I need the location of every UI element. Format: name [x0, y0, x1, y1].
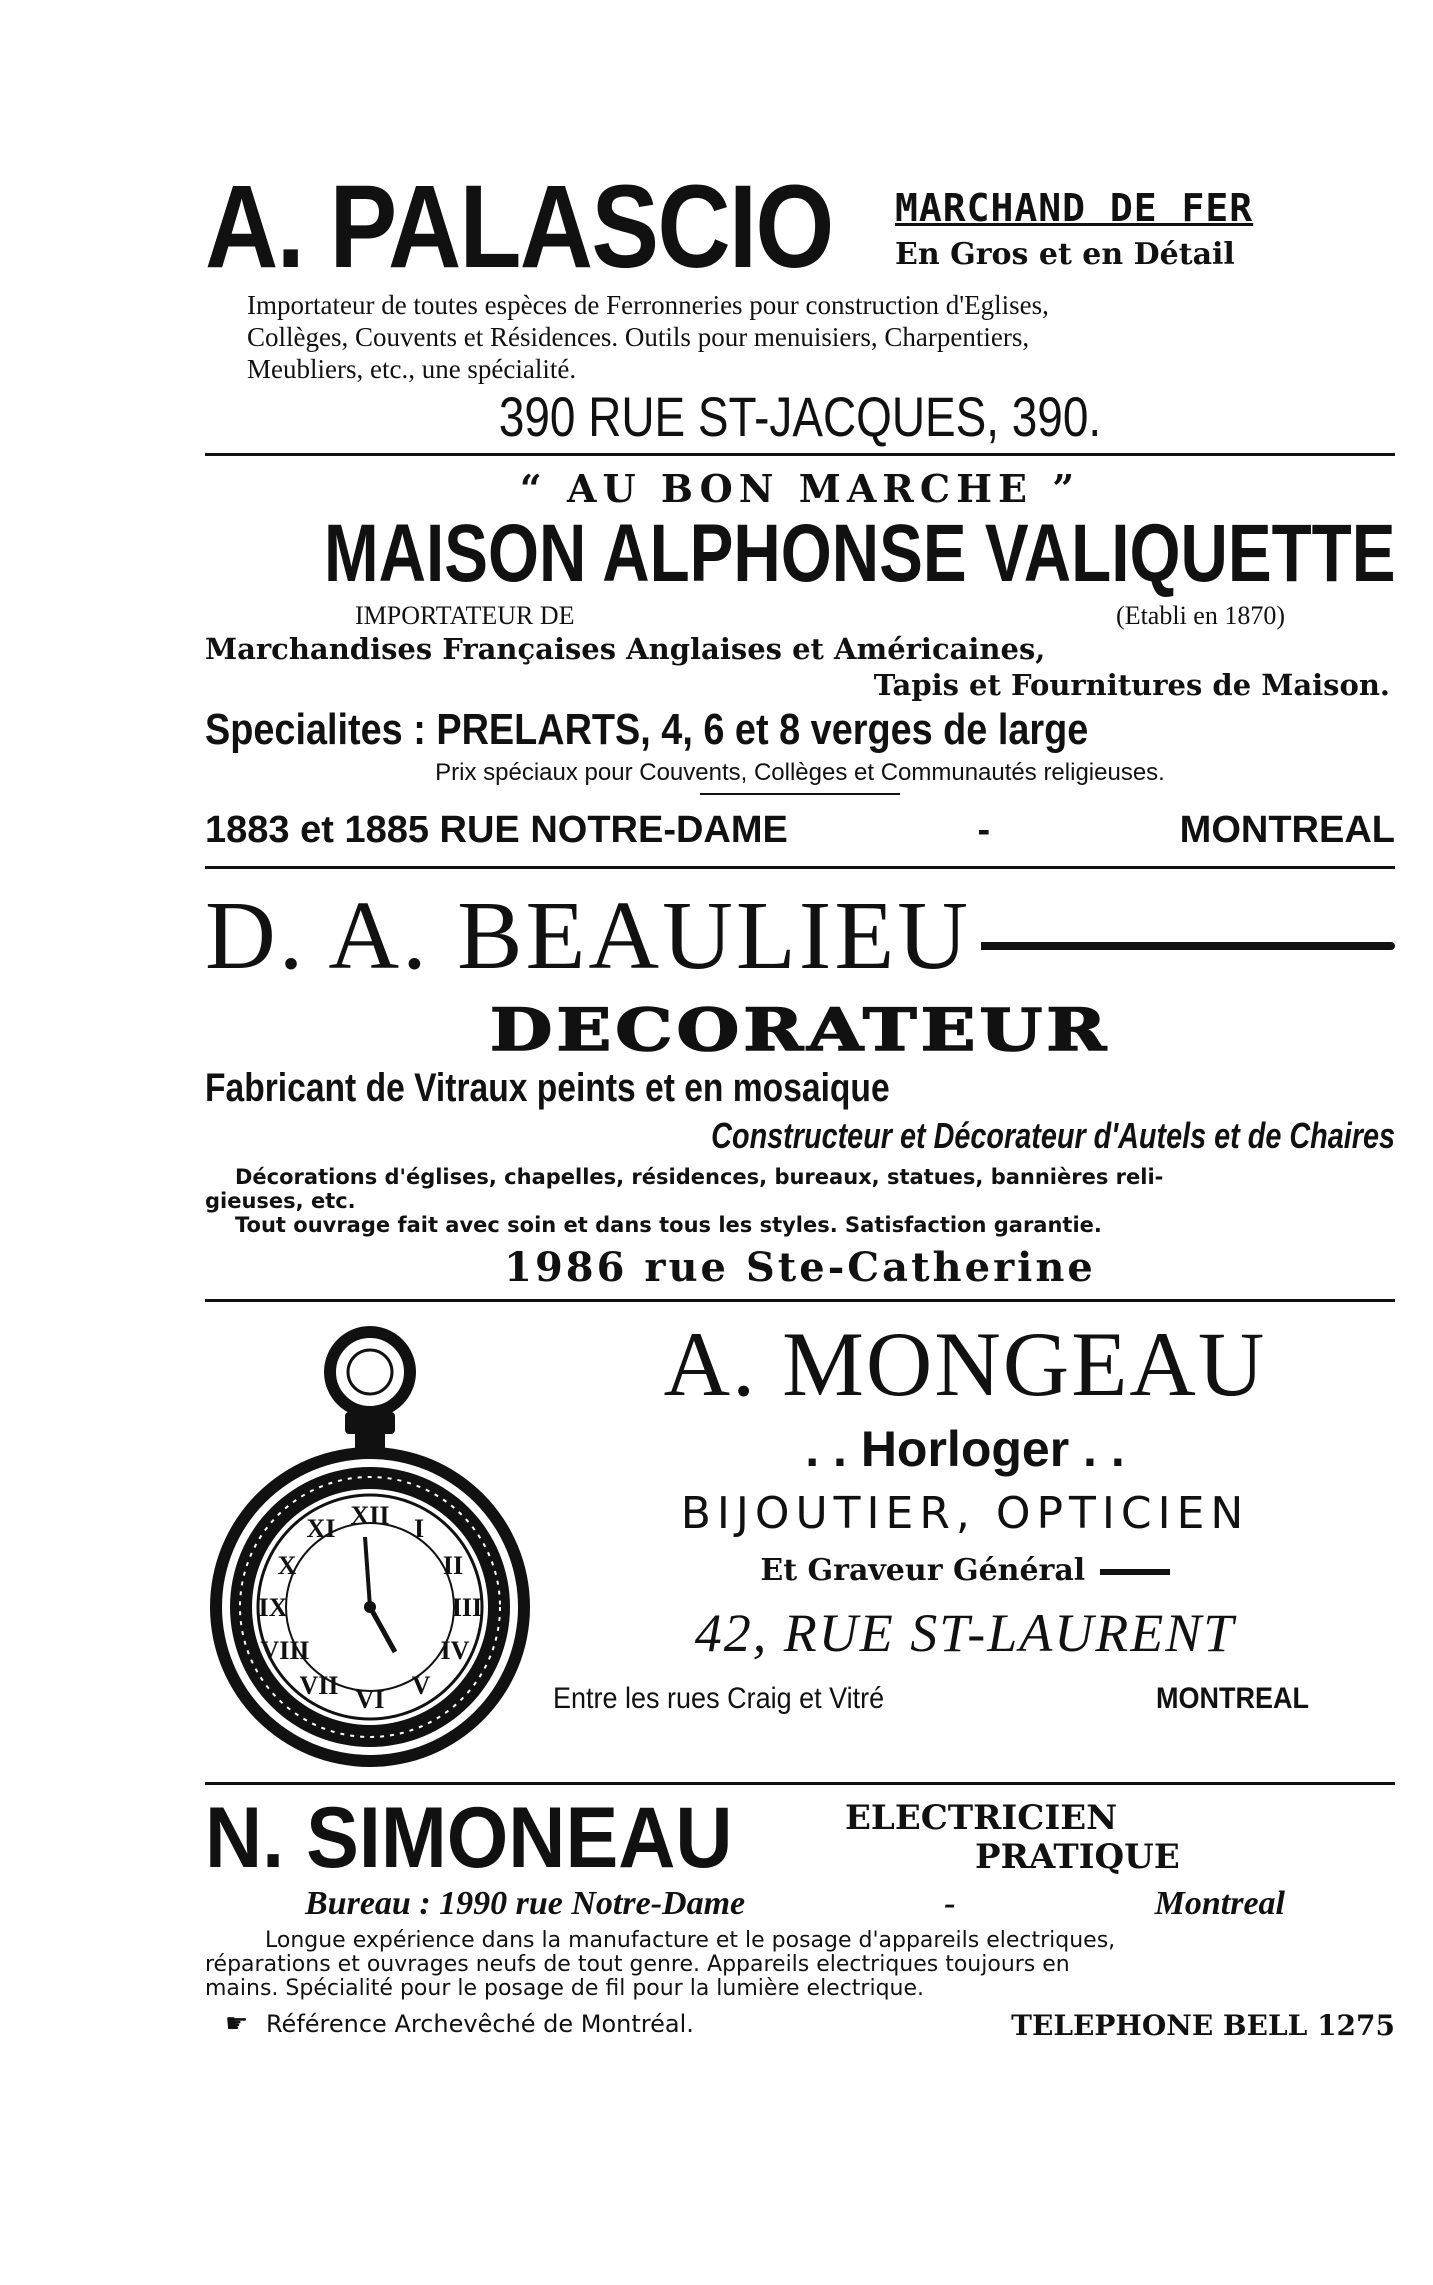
valiquette-importateur: IMPORTATEUR DE	[355, 600, 575, 630]
palascio-header	[205, 130, 1395, 293]
beaulieu-desc-line: Décorations d'églises, chapelles, résidences, bureaux, statues, bannières reli-	[235, 1165, 1164, 1190]
divider	[205, 453, 1395, 456]
svg-text:V: V	[411, 1670, 431, 1700]
beaulieu-desc-line: Tout ouvrage fait avec soin et dans tous les styles. Satisfaction garantie.	[235, 1213, 1102, 1238]
beaulieu-desc-line: gieuses, etc.	[205, 1189, 356, 1214]
palascio-trade-detail: En Gros et en Détail	[895, 237, 1235, 272]
pocket-watch-icon	[205, 1312, 535, 1782]
svg-text:I: I	[413, 1513, 425, 1543]
beaulieu-name: D. A. BEAULIEU	[205, 882, 972, 991]
decorative-dash	[981, 942, 1395, 950]
beaulieu-title: DECORATEUR	[489, 995, 1111, 1064]
mongeau-address: 42, RUE ST-LAURENT	[694, 1602, 1236, 1663]
mongeau-graveur	[535, 1553, 1395, 1588]
advertisement-page	[205, 130, 1395, 2042]
valiquette-goods	[205, 631, 1395, 704]
simoneau-reference: Référence Archevêché de Montréal.	[265, 2010, 694, 2039]
beaulieu-address: 1986 rue Ste-Catherine	[504, 1243, 1096, 1291]
valiquette-separator: -	[977, 809, 991, 852]
beaulieu-constructeur: Constructeur et Décorateur d'Autels et de Chaires	[711, 1115, 1395, 1157]
valiquette-goods-line: Marchandises Françaises Anglaises et Américaines,	[205, 631, 1046, 666]
valiquette-name: MAISON ALPHONSE VALIQUETTE	[324, 507, 1396, 599]
simoneau-trade-line: PRATIQUE	[975, 1836, 1180, 1877]
simoneau-desc-line: mains. Spécialité pour le posage de fil pour la lumière electrique.	[205, 1975, 925, 2001]
ad-palascio	[205, 130, 1395, 449]
svg-text:II: II	[442, 1550, 464, 1580]
palascio-desc-line: Collèges, Couvents et Résidences. Outils pour menuisiers, Charpentiers,	[247, 321, 1030, 352]
svg-text:XII: XII	[350, 1500, 390, 1530]
beaulieu-fabricant: Fabricant de Vitraux peints et en mosaique	[205, 1066, 890, 1111]
ad-simoneau	[205, 1789, 1395, 2043]
simoneau-trade	[845, 1799, 1180, 1877]
palascio-desc-line: Meubliers, etc., une spécialité.	[247, 353, 577, 384]
divider	[205, 1299, 1395, 1302]
palascio-name: A. PALASCIO	[205, 160, 833, 293]
simoneau-reference-row	[205, 2009, 1395, 2042]
simoneau-telephone: TELEPHONE BELL 1275	[1011, 2009, 1395, 2043]
simoneau-description	[205, 1929, 1395, 2002]
svg-text:XI: XI	[306, 1513, 336, 1543]
mongeau-footer	[535, 1682, 1309, 1716]
ad-beaulieu	[205, 882, 1395, 1291]
valiquette-specialites: Specialites : PRELARTS, 4, 6 et 8 verges de large	[205, 705, 1089, 755]
simoneau-desc-line: réparations et ouvrages neufs de tout genre. Appareils electriques toujours en	[205, 1951, 1070, 1977]
pointing-hand-icon: ☛	[225, 2009, 249, 2040]
svg-text:IV: IV	[440, 1635, 470, 1665]
simoneau-city: Montreal	[1154, 1884, 1285, 1922]
valiquette-importer-row	[205, 601, 1395, 631]
valiquette-prix: Prix spéciaux pour Couvents, Collèges et Communautés religieuses.	[435, 759, 1165, 787]
mongeau-graveur-text: Et Graveur Général	[760, 1552, 1086, 1588]
mongeau-body	[535, 1312, 1395, 1782]
simoneau-bureau: Bureau : 1990 rue Notre-Dame	[305, 1884, 746, 1922]
simoneau-reference-block	[225, 2009, 694, 2042]
simoneau-name: N. SIMONEAU	[205, 1789, 733, 1886]
ad-mongeau	[205, 1312, 1395, 1782]
divider	[205, 866, 1395, 869]
svg-text:IX: IX	[258, 1592, 288, 1622]
svg-text:VI: VI	[355, 1684, 385, 1714]
short-divider	[700, 793, 900, 795]
mongeau-city: MONTREAL	[1156, 1681, 1309, 1715]
mongeau-entre: Entre les rues Craig et Vitré	[553, 1681, 885, 1715]
simoneau-trade-line: ELECTRICIEN	[845, 1797, 1118, 1838]
valiquette-tagline: “ AU BON MARCHE ”	[519, 465, 1081, 511]
mongeau-bijoutier: BIJOUTIER, OPTICIEN	[680, 1487, 1250, 1539]
simoneau-desc-line: Longue expérience dans la manufacture et le posage d'appareils electriques,	[265, 1927, 1116, 1953]
simoneau-header	[205, 1789, 1395, 1886]
valiquette-address: 1883 et 1885 RUE NOTRE-DAME	[205, 809, 788, 852]
valiquette-goods-line: Tapis et Fournitures de Maison.	[873, 667, 1390, 702]
beaulieu-name-row	[205, 882, 1395, 991]
palascio-trade-block	[895, 186, 1254, 280]
palascio-description	[247, 290, 1377, 386]
palascio-desc-line: Importateur de toutes espèces de Ferronneries pour construction d'Eglises,	[247, 290, 1049, 320]
svg-text:III: III	[451, 1592, 483, 1622]
mongeau-name: A. MONGEAU	[663, 1312, 1267, 1415]
valiquette-city: MONTREAL	[1179, 809, 1395, 852]
valiquette-established: (Etabli en 1870)	[1116, 600, 1285, 630]
decorative-dash	[1100, 1569, 1170, 1575]
palascio-address: 390 RUE ST-JACQUES, 390.	[498, 384, 1102, 448]
simoneau-bureau-row	[205, 1885, 1395, 1923]
svg-text:X: X	[277, 1550, 297, 1580]
simoneau-separator: -	[944, 1884, 956, 1922]
valiquette-address-row	[205, 809, 1395, 852]
svg-text:VII: VII	[299, 1670, 339, 1700]
divider	[205, 1782, 1395, 1785]
mongeau-horloger: . . Horloger . .	[805, 1420, 1125, 1477]
svg-text:VIII: VIII	[260, 1635, 310, 1665]
ad-valiquette	[205, 466, 1395, 853]
beaulieu-description	[205, 1165, 1395, 1237]
palascio-trade: MARCHAND DE FER	[895, 186, 1254, 231]
